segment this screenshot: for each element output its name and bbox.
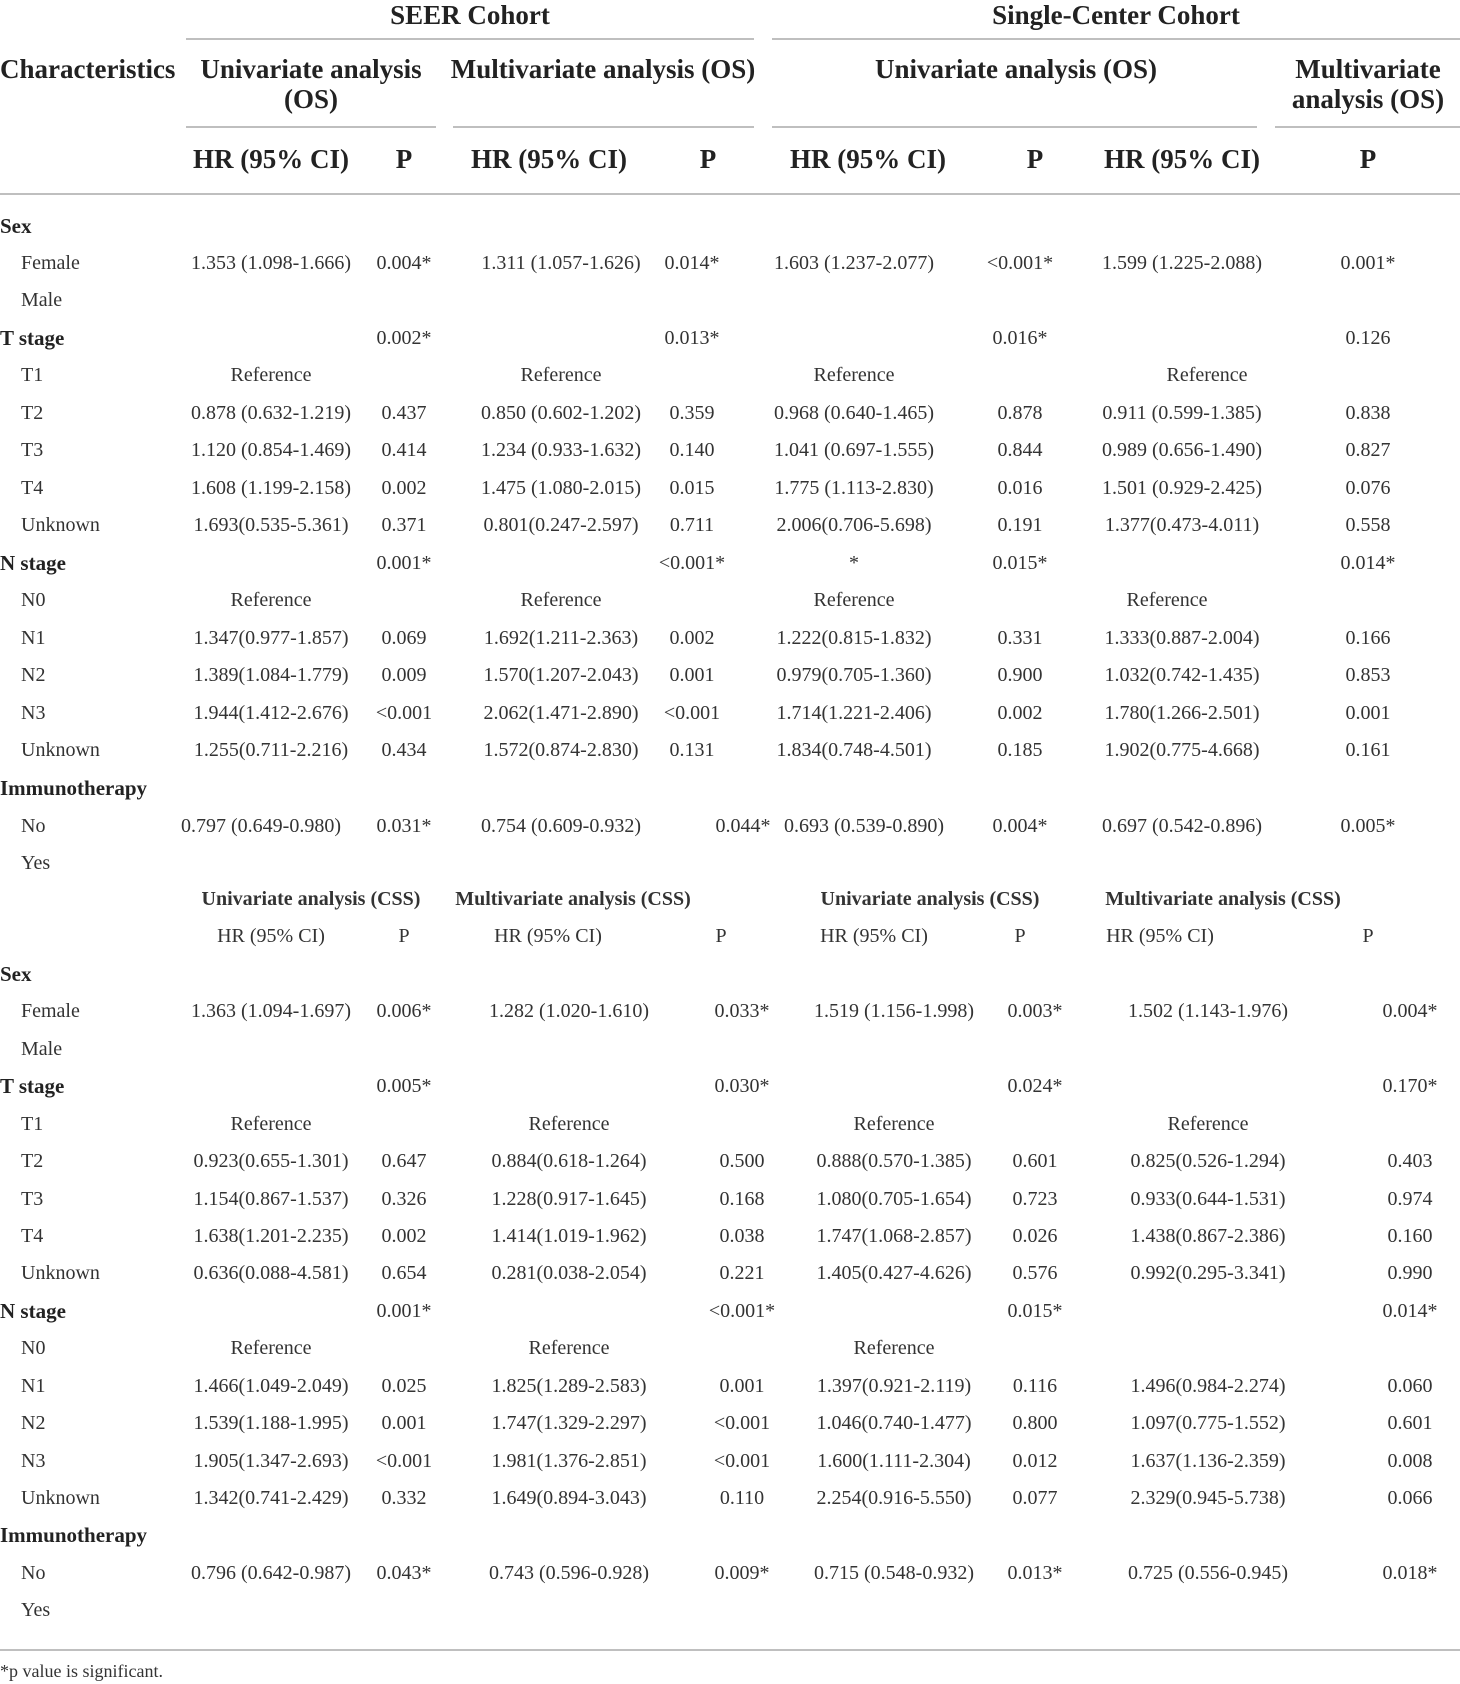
css-cell-p: 0.002	[381, 1225, 427, 1247]
css-row-label: Yes	[21, 1599, 51, 1621]
os-cell-hr: 1.475 (1.080-2.015)	[481, 477, 641, 499]
os-row-label: T2	[21, 402, 44, 424]
os-cell-hr: Reference	[813, 364, 895, 386]
css-cell-hr: Reference	[230, 1337, 312, 1359]
os-cell-p: 0.853	[1345, 664, 1391, 686]
css-cell-hr: 2.254(0.916-5.550)	[816, 1487, 972, 1509]
css-cell-hr: 1.414(1.019-1.962)	[491, 1225, 647, 1247]
os-cell-hr: 1.120 (0.854-1.469)	[191, 439, 351, 461]
css-cell-p: 0.024*	[1007, 1075, 1063, 1097]
os-cell-hr: 0.850 (0.602-1.202)	[481, 402, 641, 424]
os-cell-hr: 0.693 (0.539-0.890)	[784, 815, 944, 837]
os-cell-p: 0.014*	[664, 252, 720, 274]
css-cell-hr: 0.923(0.655-1.301)	[193, 1150, 349, 1172]
os-cell-hr: 1.603 (1.237-2.077)	[774, 252, 934, 274]
os-cell-p: <0.001	[663, 702, 721, 724]
css-cell-hr: 0.281(0.038-2.054)	[491, 1262, 647, 1284]
css-cell-p: 0.160	[1387, 1225, 1433, 1247]
os-row-label: T3	[21, 439, 44, 461]
os-cell-p: 0.009	[381, 664, 427, 686]
os-cell-p: 0.013*	[664, 327, 720, 349]
os-cell-p: 0.331	[997, 627, 1043, 649]
os-cell-p: <0.001	[375, 702, 433, 724]
css-cell-hr: 1.502 (1.143-1.976)	[1128, 1000, 1288, 1022]
os-cell-p: 0.002	[669, 627, 715, 649]
css-cell-p: 0.006*	[376, 1000, 432, 1022]
css-cell-hr: 1.405(0.427-4.626)	[816, 1262, 972, 1284]
css-cell-p: 0.990	[1387, 1262, 1433, 1284]
css-cell-hr: Reference	[853, 1337, 935, 1359]
css-cell-p: 0.001	[381, 1412, 427, 1434]
css-cell-hr: 1.649(0.894-3.043)	[491, 1487, 647, 1509]
os-cell-p: 0.437	[381, 402, 427, 424]
css-p-header-4: P	[1362, 925, 1374, 947]
css-cell-hr: 0.933(0.644-1.531)	[1130, 1188, 1286, 1210]
seer-group-rule	[186, 38, 754, 40]
os-cell-p: <0.001*	[986, 252, 1054, 274]
css-cell-p: 0.723	[1012, 1188, 1058, 1210]
css-cell-hr: 1.600(1.111-2.304)	[817, 1450, 971, 1472]
characteristics-header: Characteristics	[0, 54, 176, 84]
css-p-header-1: P	[398, 925, 410, 947]
css-cell-hr: Reference	[528, 1113, 610, 1135]
os-cell-p: 0.185	[997, 739, 1043, 761]
css-row-label: N stage	[0, 1299, 66, 1323]
os-cell-hr: 1.347(0.977-1.857)	[193, 627, 349, 649]
hr-header-1: HR (95% CI)	[193, 144, 349, 174]
os-cell-hr: Reference	[520, 589, 602, 611]
css-cell-p: 0.043*	[376, 1562, 432, 1584]
css-p-header-2: P	[715, 925, 727, 947]
single-group-rule	[772, 38, 1460, 40]
css-cell-p: <0.001	[713, 1450, 771, 1472]
css-row-label: Immunotherapy	[0, 1523, 148, 1547]
os-cell-p: 0.166	[1345, 627, 1391, 649]
os-cell-hr: 1.389(1.084-1.779)	[193, 664, 349, 686]
css-row-label: Female	[21, 1000, 80, 1022]
os-cell-p: 0.900	[997, 664, 1043, 686]
os-row-label: Female	[21, 252, 80, 274]
css-cell-p: 0.008	[1387, 1450, 1433, 1472]
os-cell-hr: 1.902(0.775-4.668)	[1104, 739, 1260, 761]
os-cell-p: 0.016	[997, 477, 1043, 499]
css-cell-hr: 1.046(0.740-1.477)	[816, 1412, 972, 1434]
single-center-cohort-header: Single-Center Cohort	[992, 0, 1240, 30]
css-cell-p: 0.221	[719, 1262, 765, 1284]
css-cell-hr: 1.080(0.705-1.654)	[816, 1188, 972, 1210]
css-cell-p: 0.026	[1012, 1225, 1058, 1247]
os-row-label: N3	[21, 702, 46, 724]
css-p-header-3: P	[1014, 925, 1026, 947]
os-cell-hr: 2.062(1.471-2.890)	[483, 702, 639, 724]
css-cell-hr: 1.747(1.068-2.857)	[816, 1225, 972, 1247]
css-row-label: T2	[21, 1150, 44, 1172]
css-row-label: T3	[21, 1188, 44, 1210]
css-cell-p: 0.974	[1387, 1188, 1433, 1210]
css-row-label: Unknown	[21, 1487, 100, 1509]
css-cell-hr: 1.638(1.201-2.235)	[193, 1225, 349, 1247]
css-cell-hr: 1.539(1.188-1.995)	[193, 1412, 349, 1434]
os-cell-p: 0.002	[381, 477, 427, 499]
os-cell-p: 0.001*	[376, 552, 432, 574]
os-cell-hr: 1.780(1.266-2.501)	[1104, 702, 1260, 724]
css-cell-p: 0.003*	[1007, 1000, 1063, 1022]
os-cell-p: 0.076	[1345, 477, 1391, 499]
css-cell-p: 0.004*	[1382, 1000, 1438, 1022]
os-cell-hr: 0.989 (0.656-1.490)	[1102, 439, 1262, 461]
css-row-label: N2	[21, 1412, 46, 1434]
os-cell-p: 0.711	[669, 514, 715, 536]
os-cell-p: 0.001	[669, 664, 715, 686]
os-cell-p: 0.161	[1345, 739, 1391, 761]
os-row-label: T stage	[0, 326, 65, 350]
os-cell-hr: 1.234 (0.933-1.632)	[481, 439, 641, 461]
css-cell-hr: Reference	[230, 1113, 312, 1135]
css-cell-p: <0.001	[375, 1450, 433, 1472]
css-cell-hr: 1.154(0.867-1.537)	[193, 1188, 349, 1210]
os-cell-hr: 1.353 (1.098-1.666)	[191, 252, 351, 274]
css-cell-hr: 1.466(1.049-2.049)	[193, 1375, 349, 1397]
css-cell-hr: Reference	[528, 1337, 610, 1359]
css-cell-p: 0.170*	[1382, 1075, 1438, 1097]
os-row-label: N0	[21, 589, 46, 611]
css-seer-multivariate-header: Multivariate analysis (CSS)	[455, 888, 691, 910]
os-cell-hr: 0.878 (0.632-1.219)	[191, 402, 351, 424]
p-header-3: P	[1026, 144, 1044, 174]
single-univariate-os-header: Univariate analysis (OS)	[874, 54, 1158, 84]
css-cell-p: 0.014*	[1382, 1300, 1438, 1322]
os-cell-hr: 1.570(1.207-2.043)	[483, 664, 639, 686]
os-cell-hr: 0.911 (0.599-1.385)	[1102, 402, 1262, 424]
os-row-label: No	[21, 815, 46, 837]
css-row-label: T1	[21, 1113, 44, 1135]
os-cell-p: 0.131	[669, 739, 715, 761]
css-cell-p: 0.077	[1012, 1487, 1058, 1509]
css-row-label: Male	[21, 1038, 63, 1060]
p-header-1: P	[395, 144, 413, 174]
seer-multivariate-os-header: Multivariate analysis (OS)	[450, 54, 756, 84]
os-cell-hr: 0.697 (0.542-0.896)	[1102, 815, 1262, 837]
os-cell-hr: Reference	[520, 364, 602, 386]
css-row-label: No	[21, 1562, 46, 1584]
os-cell-hr: 1.377(0.473-4.011)	[1104, 514, 1260, 536]
hr-header-4: HR (95% CI)	[1104, 144, 1260, 174]
os-cell-hr: 1.572(0.874-2.830)	[483, 739, 639, 761]
css-cell-hr: 1.363 (1.094-1.697)	[191, 1000, 351, 1022]
footnote: *p value is significant.	[0, 1661, 163, 1681]
css-cell-hr: 1.438(0.867-2.386)	[1130, 1225, 1286, 1247]
header-bottom-rule	[0, 193, 1460, 195]
os-cell-hr: 1.693(0.535-5.361)	[193, 514, 349, 536]
os-cell-hr: Reference	[230, 589, 312, 611]
css-hr-header-3: HR (95% CI)	[820, 925, 928, 947]
os-cell-hr: 1.222(0.815-1.832)	[776, 627, 932, 649]
css-cell-p: 0.332	[381, 1487, 427, 1509]
seer-univariate-os-header-line2: (OS)	[284, 84, 338, 114]
css-cell-hr: 1.496(0.984-2.274)	[1130, 1375, 1286, 1397]
os-cell-hr: Reference	[230, 364, 312, 386]
css-cell-hr: 0.715 (0.548-0.932)	[814, 1562, 974, 1584]
os-cell-hr: Reference	[1126, 589, 1208, 611]
css-cell-hr: 0.636(0.088-4.581)	[193, 1262, 349, 1284]
css-cell-hr: 0.725 (0.556-0.945)	[1128, 1562, 1288, 1584]
os-row-label: Yes	[21, 852, 51, 874]
os-row-label: N stage	[0, 551, 66, 575]
os-cell-p: 0.191	[997, 514, 1043, 536]
p-header-2: P	[699, 144, 717, 174]
os-cell-hr: 1.333(0.887-2.004)	[1104, 627, 1260, 649]
os-cell-hr: 0.979(0.705-1.360)	[776, 664, 932, 686]
os-cell-hr: 1.032(0.742-1.435)	[1104, 664, 1260, 686]
seer-cohort-header: SEER Cohort	[390, 0, 550, 30]
os-cell-p: 0.014*	[1340, 552, 1396, 574]
os-cell-hr: Reference	[813, 589, 895, 611]
css-row-label: N1	[21, 1375, 46, 1397]
css-single-multivariate-header: Multivariate analysis (CSS)	[1105, 888, 1341, 910]
os-cell-p: <0.001*	[658, 552, 726, 574]
os-cell-p: 0.434	[381, 739, 427, 761]
os-cell-p: 0.004*	[992, 815, 1048, 837]
css-cell-p: 0.654	[381, 1262, 427, 1284]
css-cell-hr: 1.097(0.775-1.552)	[1130, 1412, 1286, 1434]
os-cell-p: 0.414	[381, 439, 427, 461]
os-cell-p: 0.031*	[376, 815, 432, 837]
single-multivariate-os-header-line2: analysis (OS)	[1291, 84, 1445, 114]
os-cell-p: 0.001	[1345, 702, 1391, 724]
os-cell-hr: 1.834(0.748-4.501)	[776, 739, 932, 761]
css-single-univariate-header: Univariate analysis (CSS)	[820, 888, 1040, 910]
os-cell-p: 0.005*	[1340, 815, 1396, 837]
css-cell-p: 0.326	[381, 1188, 427, 1210]
css-cell-p: 0.012	[1012, 1450, 1058, 1472]
css-cell-p: 0.601	[1012, 1150, 1058, 1172]
css-seer-univariate-header: Univariate analysis (CSS)	[201, 888, 421, 910]
css-cell-p: 0.403	[1387, 1150, 1433, 1172]
os-row-label: N1	[21, 627, 46, 649]
css-hr-header-1: HR (95% CI)	[217, 925, 325, 947]
seer-univariate-os-header-line1: Univariate analysis	[200, 54, 422, 84]
css-cell-p: 0.030*	[714, 1075, 770, 1097]
css-cell-p: 0.015*	[1007, 1300, 1063, 1322]
css-cell-p: 0.005*	[376, 1075, 432, 1097]
os-cell-hr: 0.801(0.247-2.597)	[483, 514, 639, 536]
css-cell-hr: 2.329(0.945-5.738)	[1130, 1487, 1286, 1509]
os-row-label: N2	[21, 664, 46, 686]
single-multivariate-os-header-line1: Multivariate	[1295, 54, 1441, 84]
css-cell-hr: 0.825(0.526-1.294)	[1130, 1150, 1286, 1172]
css-cell-hr: 1.981(1.376-2.851)	[491, 1450, 647, 1472]
os-cell-p: 0.371	[381, 514, 427, 536]
css-cell-p: 0.647	[381, 1150, 427, 1172]
css-cell-hr: 0.884(0.618-1.264)	[491, 1150, 647, 1172]
css-cell-p: 0.066	[1387, 1487, 1433, 1509]
os-cell-p: 0.001*	[1340, 252, 1396, 274]
css-cell-p: <0.001	[713, 1412, 771, 1434]
os-row-label: Male	[21, 289, 63, 311]
os-cell-hr: 1.714(1.221-2.406)	[776, 702, 932, 724]
os-cell-hr: 1.775 (1.113-2.830)	[774, 477, 934, 499]
css-cell-p: 0.576	[1012, 1262, 1058, 1284]
os-row-label: Sex	[0, 214, 32, 238]
single-multi-rule	[1275, 126, 1460, 128]
css-cell-hr: Reference	[1167, 1113, 1249, 1135]
os-cell-p: 0.002	[997, 702, 1043, 724]
css-cell-p: 0.110	[719, 1487, 765, 1509]
css-cell-p: 0.018*	[1382, 1562, 1438, 1584]
os-row-label: T4	[21, 477, 44, 499]
os-cell-hr: *	[849, 552, 859, 574]
os-cell-p: 0.015*	[992, 552, 1048, 574]
css-cell-p: 0.033*	[714, 1000, 770, 1022]
css-cell-hr: 0.888(0.570-1.385)	[816, 1150, 972, 1172]
os-cell-hr: 2.006(0.706-5.698)	[776, 514, 932, 536]
css-hr-header-4: HR (95% CI)	[1106, 925, 1214, 947]
seer-multi-rule	[453, 126, 754, 128]
css-cell-hr: 1.637(1.136-2.359)	[1130, 1450, 1286, 1472]
css-cell-hr: 1.825(1.289-2.583)	[491, 1375, 647, 1397]
os-row-label: Unknown	[21, 739, 100, 761]
os-cell-p: 0.827	[1345, 439, 1391, 461]
css-cell-p: 0.038	[719, 1225, 765, 1247]
css-row-label: N0	[21, 1337, 46, 1359]
os-cell-hr: 1.599 (1.225-2.088)	[1102, 252, 1262, 274]
os-cell-hr: 1.311 (1.057-1.626)	[481, 252, 641, 274]
os-cell-p: 0.844	[997, 439, 1043, 461]
css-row-label: T4	[21, 1225, 44, 1247]
css-cell-p: 0.601	[1387, 1412, 1433, 1434]
css-cell-p: 0.800	[1012, 1412, 1058, 1434]
css-cell-hr: 0.796 (0.642-0.987)	[191, 1562, 351, 1584]
css-cell-hr: 1.397(0.921-2.119)	[816, 1375, 972, 1397]
css-cell-hr: 0.992(0.295-3.341)	[1130, 1262, 1286, 1284]
css-cell-p: 0.009*	[714, 1562, 770, 1584]
css-row-label: T stage	[0, 1074, 65, 1098]
os-cell-p: 0.878	[997, 402, 1043, 424]
os-cell-hr: 1.041 (0.697-1.555)	[774, 439, 934, 461]
css-cell-hr: 1.747(1.329-2.297)	[491, 1412, 647, 1434]
os-cell-hr: 1.501 (0.929-2.425)	[1102, 477, 1262, 499]
table-bottom-rule	[0, 1649, 1460, 1651]
os-row-label: Unknown	[21, 514, 100, 536]
css-cell-p: 0.060	[1387, 1375, 1433, 1397]
single-univ-rule	[772, 126, 1257, 128]
os-cell-hr: 0.754 (0.609-0.932)	[481, 815, 641, 837]
os-cell-p: 0.015	[669, 477, 715, 499]
os-cell-p: 0.044*	[715, 815, 771, 837]
os-cell-hr: 0.968 (0.640-1.465)	[774, 402, 934, 424]
css-cell-p: 0.025	[381, 1375, 427, 1397]
os-row-label: T1	[21, 364, 44, 386]
css-row-label: N3	[21, 1450, 46, 1472]
os-cell-p: 0.126	[1345, 327, 1391, 349]
css-cell-hr: 1.228(0.917-1.645)	[491, 1188, 647, 1210]
css-cell-hr: 1.905(1.347-2.693)	[193, 1450, 349, 1472]
hr-header-2: HR (95% CI)	[471, 144, 627, 174]
hr-header-3: HR (95% CI)	[790, 144, 946, 174]
os-cell-hr: 1.944(1.412-2.676)	[193, 702, 349, 724]
css-cell-hr: 1.342(0.741-2.429)	[193, 1487, 349, 1509]
css-row-label: Sex	[0, 962, 32, 986]
os-cell-hr: 1.255(0.711-2.216)	[193, 739, 349, 761]
os-cell-p: 0.002*	[376, 327, 432, 349]
os-cell-p: 0.140	[669, 439, 715, 461]
css-cell-hr: 1.282 (1.020-1.610)	[489, 1000, 649, 1022]
p-header-4: P	[1359, 144, 1377, 174]
css-cell-hr: 1.519 (1.156-1.998)	[814, 1000, 974, 1022]
os-cell-p: 0.004*	[376, 252, 432, 274]
os-cell-hr: Reference	[1166, 364, 1248, 386]
os-cell-p: 0.016*	[992, 327, 1048, 349]
css-hr-header-2: HR (95% CI)	[494, 925, 602, 947]
css-cell-p: 0.013*	[1007, 1562, 1063, 1584]
os-row-label: Immunotherapy	[0, 776, 148, 800]
css-cell-p: 0.500	[719, 1150, 765, 1172]
css-cell-p: 0.001*	[376, 1300, 432, 1322]
os-cell-hr: 1.608 (1.199-2.158)	[191, 477, 351, 499]
os-cell-hr: 1.692(1.211-2.363)	[483, 627, 639, 649]
os-cell-p: 0.838	[1345, 402, 1391, 424]
css-cell-p: <0.001*	[708, 1300, 776, 1322]
os-cell-p: 0.558	[1345, 514, 1391, 536]
css-cell-p: 0.168	[719, 1188, 765, 1210]
os-cell-p: 0.359	[669, 402, 715, 424]
os-cell-p: 0.069	[381, 627, 427, 649]
css-cell-hr: 0.743 (0.596-0.928)	[489, 1562, 649, 1584]
css-cell-hr: Reference	[853, 1113, 935, 1135]
seer-univ-rule	[186, 126, 436, 128]
os-cell-hr: 0.797 (0.649-0.980)	[181, 815, 341, 837]
css-cell-p: 0.116	[1012, 1375, 1058, 1397]
css-row-label: Unknown	[21, 1262, 100, 1284]
css-cell-p: 0.001	[719, 1375, 765, 1397]
